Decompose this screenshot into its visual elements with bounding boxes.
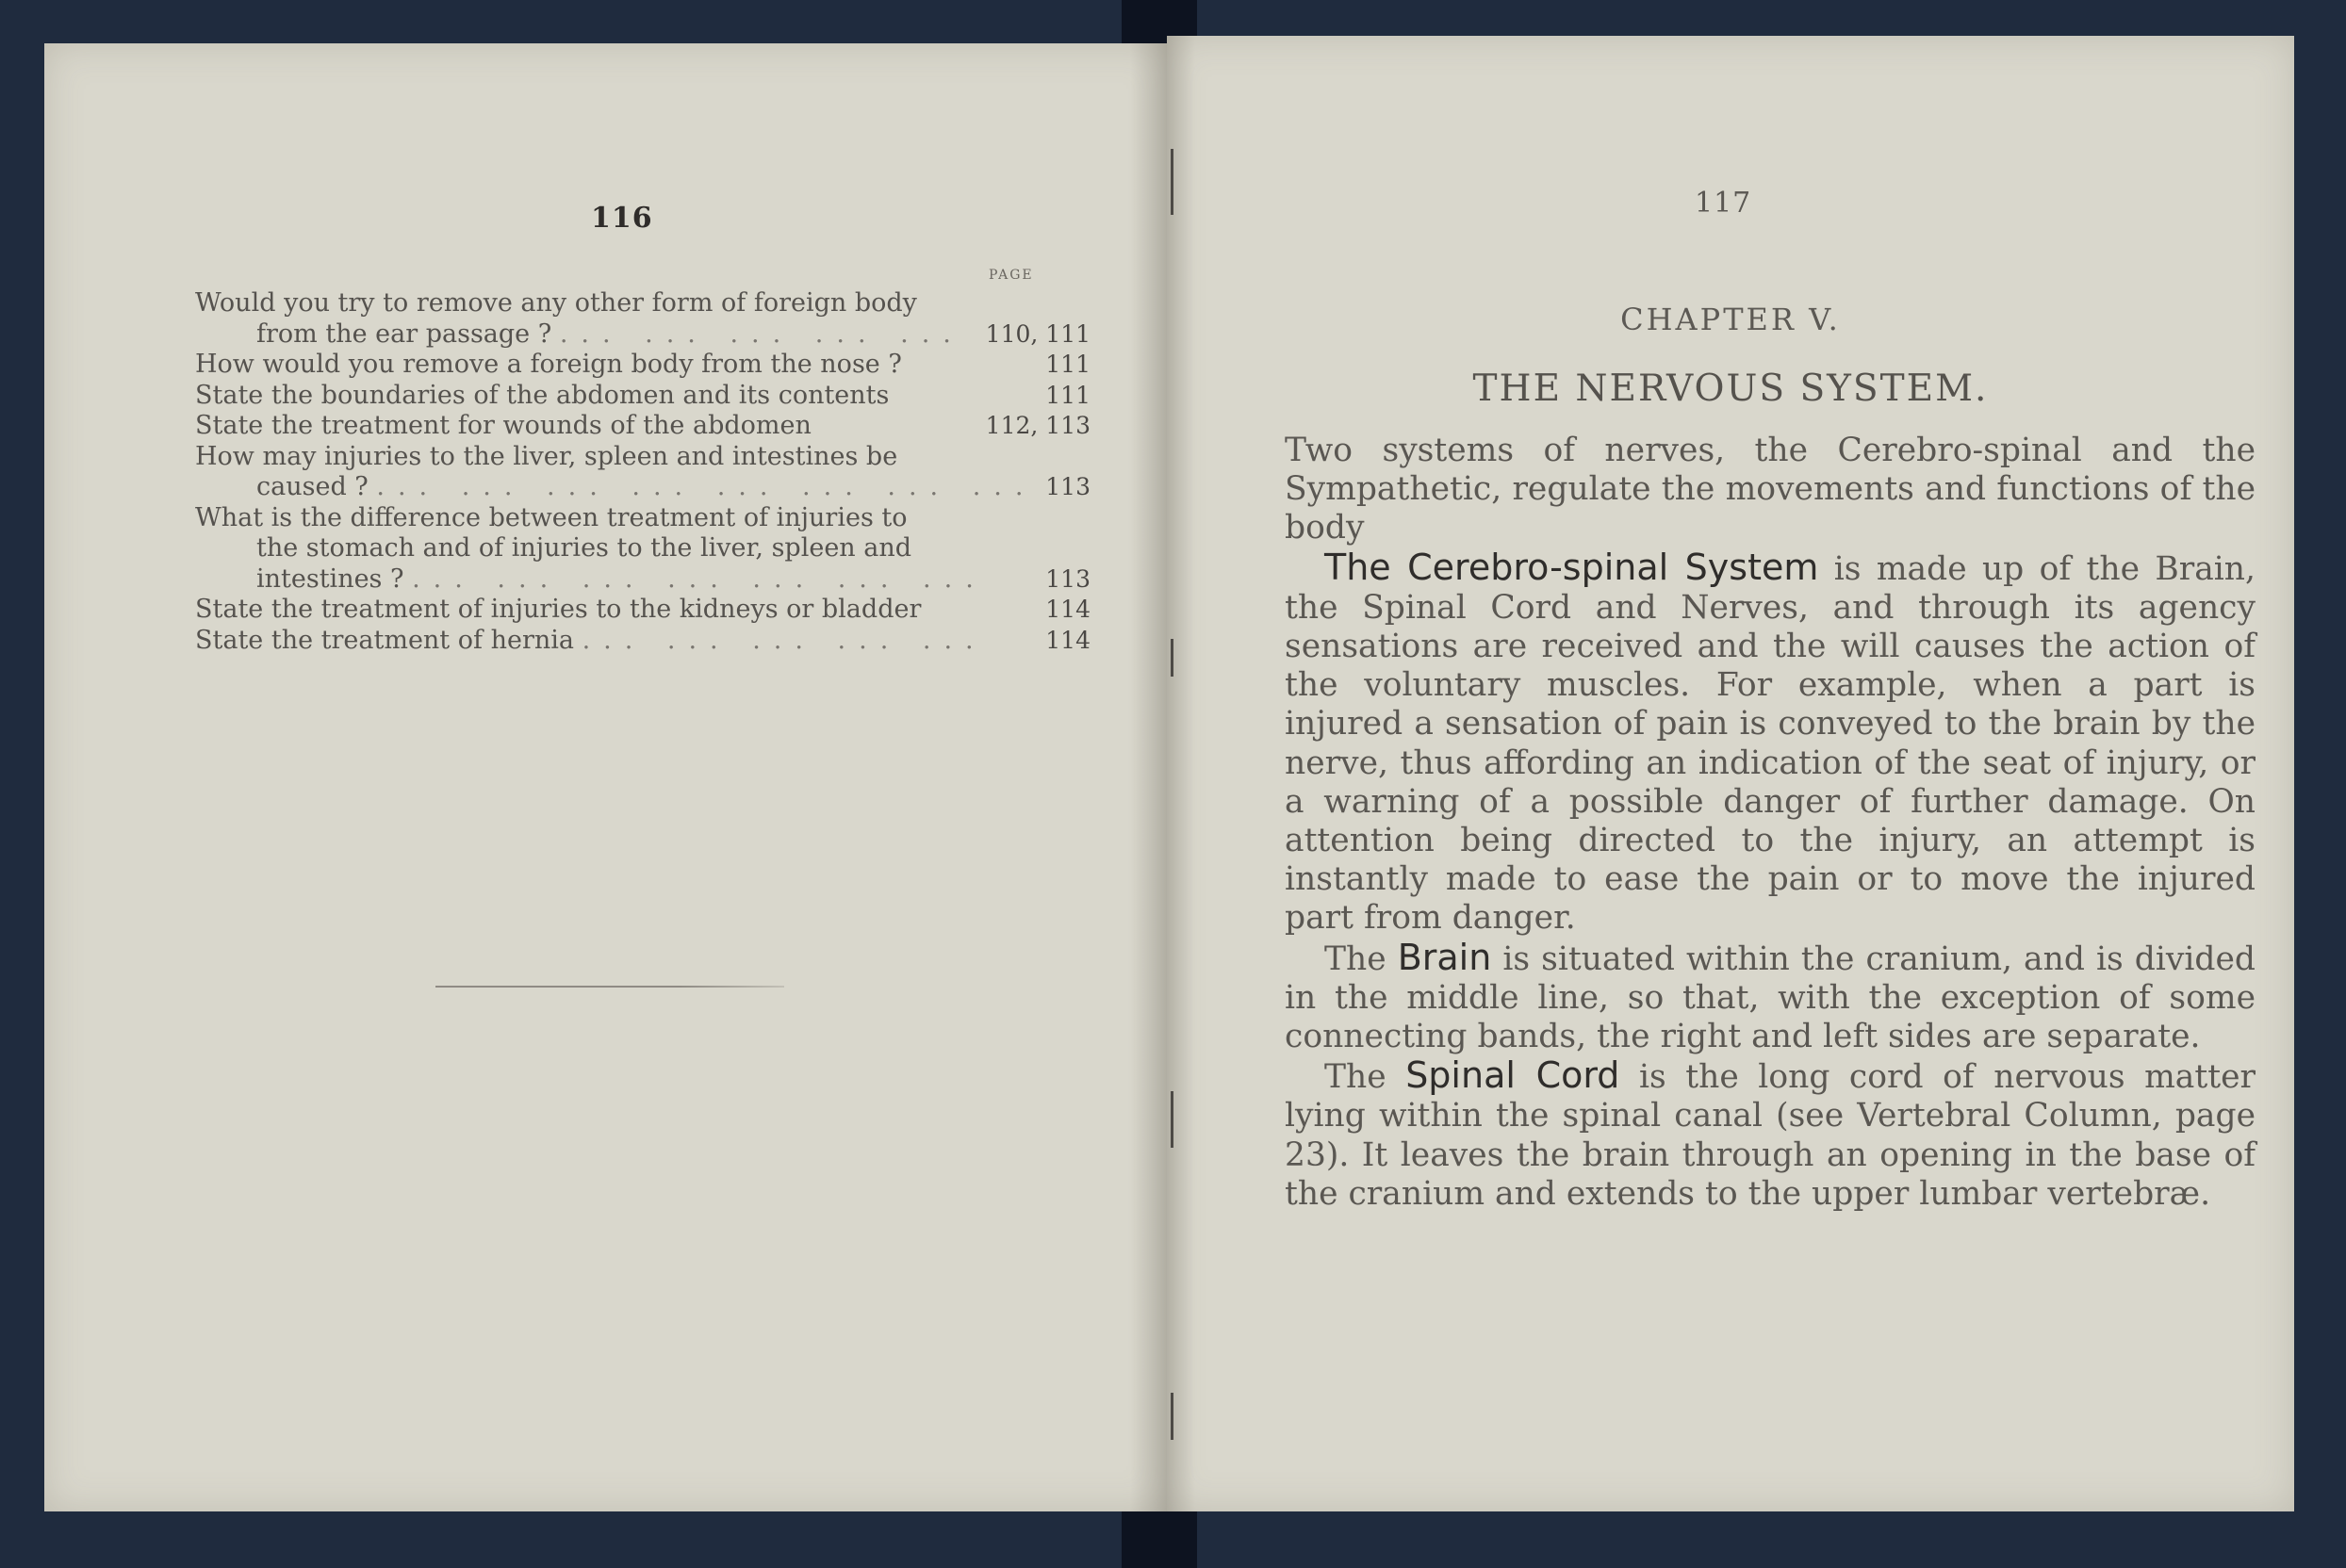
- question-row: [195, 503, 1091, 596]
- leader-dots: ... ... ... ... ... ... ...: [412, 564, 987, 594]
- question-line: caused ?: [256, 472, 369, 501]
- question-page-ref: 114: [1045, 626, 1091, 654]
- question-line: What is the difference between treatment of injuries to: [195, 502, 908, 532]
- paragraph-text: is the long cord of nervous matter lying within the spinal canal (see Vertebral Column, page 23). It leaves the brain through an opening in the base of the cranium and extends to the upper lumbar vertebræ.: [1285, 1058, 2256, 1213]
- paragraph: [1285, 1056, 2256, 1214]
- question-list: [195, 288, 1091, 656]
- question-page-ref: 114: [1045, 596, 1091, 623]
- leader-dots: ... ... ... ... ... ... ... ...: [376, 472, 1037, 501]
- question-line: State the boundaries of the abdomen and its contents: [195, 380, 890, 410]
- section-heading: Spinal Cord: [1405, 1054, 1620, 1097]
- question-line: How may injuries to the liver, spleen and intestines be: [195, 441, 898, 471]
- end-rule: [435, 986, 784, 988]
- section-heading: Brain: [1397, 936, 1492, 978]
- question-page-ref: 110, 111: [985, 319, 1091, 348]
- question-row: [195, 595, 1091, 626]
- fold-mark: [1171, 149, 1173, 215]
- section-heading: The Cerebro-spinal System: [1324, 546, 1819, 588]
- question-line: State the treatment of injuries to the kidneys or bladder: [195, 595, 922, 624]
- question-line: intestines ?: [256, 564, 404, 594]
- right-page: [1167, 36, 2294, 1511]
- question-row: [195, 442, 1091, 503]
- question-row: [195, 411, 1091, 442]
- leader-dots: ... ... ... ... ...: [559, 318, 964, 349]
- chapter-title: THE NERVOUS SYSTEM.: [1472, 368, 1989, 410]
- paragraph-text: The: [1324, 939, 1398, 978]
- chapter-heading: CHAPTER V.: [1620, 302, 1841, 337]
- paragraph: Two systems of nerves, the Cerebro-spinal and the Sympathetic, regulate the movements and functions of the body: [1285, 432, 2256, 547]
- paragraph: [1285, 548, 2256, 939]
- chapter-body: [1285, 432, 2256, 1214]
- question-page-ref: 111: [1045, 381, 1091, 409]
- question-page-ref: 112, 113: [985, 412, 1091, 439]
- question-line: from the ear passage ?: [256, 318, 552, 349]
- question-page-ref: 113: [1045, 473, 1091, 500]
- fold-mark: [1171, 1393, 1173, 1440]
- left-page: [44, 43, 1168, 1511]
- fold-mark: [1171, 639, 1173, 677]
- question-row: [195, 381, 1091, 412]
- right-page-number: 117: [1695, 187, 1752, 220]
- paragraph-text: is situated within the cranium, and is divided in the middle line, so that, with the exception of some connecting bands, the right and left sides are separate.: [1285, 939, 2256, 1056]
- question-line: the stomach and of injuries to the liver, spleen and: [256, 533, 912, 563]
- question-line: State the treatment for wounds of the abdomen: [195, 411, 812, 440]
- leader-dots: ... ... ... ... ...: [582, 625, 987, 655]
- question-row: [195, 288, 1091, 350]
- question-row: [195, 350, 1091, 381]
- page-column-label: PAGE: [989, 268, 1034, 283]
- question-line: State the treatment of hernia: [195, 625, 574, 655]
- question-line: How would you remove a foreign body from the nose ?: [195, 350, 902, 379]
- left-page-number: 116: [591, 202, 653, 235]
- fold-mark: [1171, 1091, 1173, 1148]
- question-line: Would you try to remove any other form of foreign body: [195, 288, 917, 318]
- question-row: [195, 626, 1091, 657]
- question-page-ref: 113: [1045, 564, 1091, 593]
- paragraph-text: is made up of the Brain, the Spinal Cord and Nerves, and through its agency sensations are received and the will causes the action of the voluntary muscles. For example, when a part is injured a sensation of pain is conveyed to the brain by the nerve, thus affording an indication of the seat of injury, or a warning of a possible danger of further damage. On attention being directed to the injury, an attempt is instantly made to ease the pain or to move the injured part from danger.: [1285, 549, 2256, 938]
- paragraph-text: The: [1324, 1058, 1406, 1097]
- question-page-ref: 111: [1045, 351, 1091, 378]
- paragraph: [1285, 936, 2256, 1057]
